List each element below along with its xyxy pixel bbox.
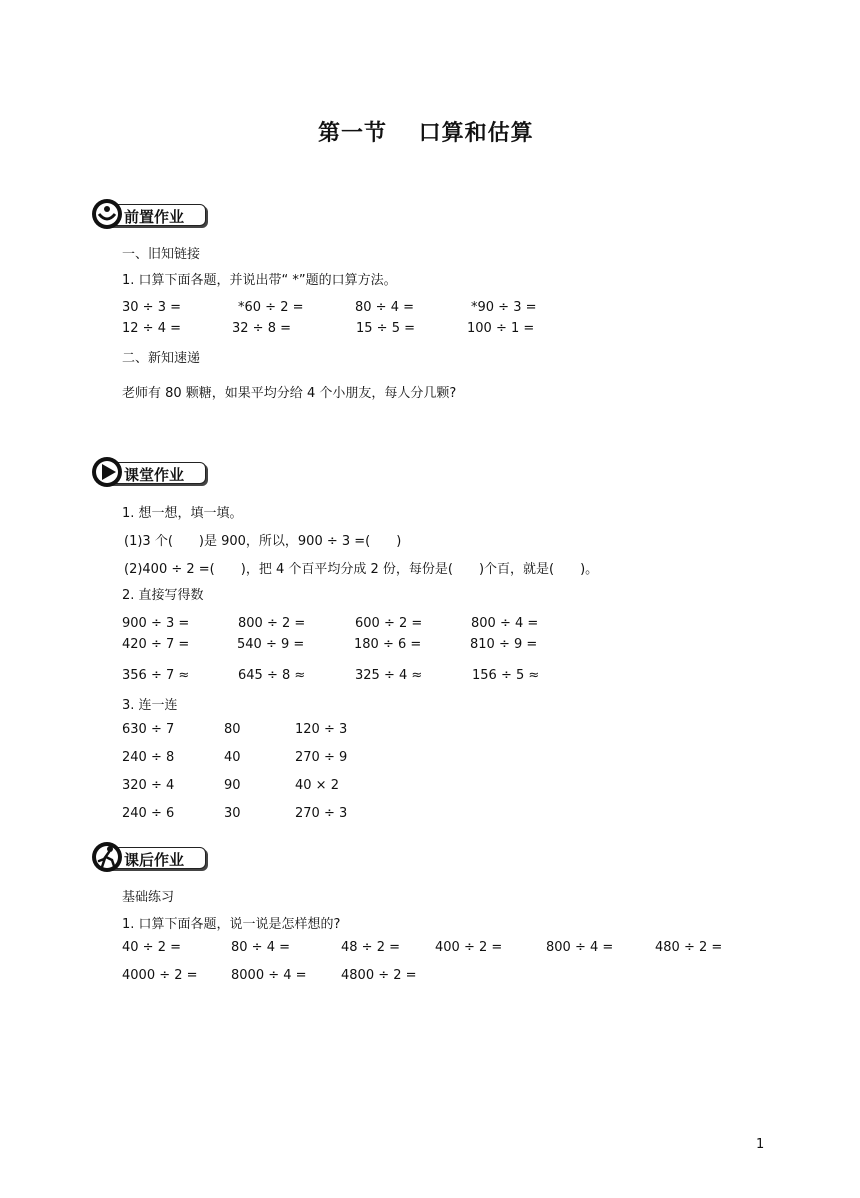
- heading-basic: 基础练习: [122, 890, 175, 905]
- runner-badge-icon: [90, 840, 124, 874]
- match-right: 270 ÷ 3: [295, 806, 348, 821]
- calc-item: 800 ÷ 2 =: [238, 616, 306, 631]
- calc-item: 32 ÷ 8 =: [232, 321, 291, 336]
- page-number: 1: [756, 1137, 765, 1152]
- calc-item: 12 ÷ 4 =: [122, 321, 181, 336]
- calc-item: *60 ÷ 2 =: [238, 300, 304, 315]
- section-label: 课后作业: [124, 851, 185, 869]
- calc-item: 800 ÷ 4 =: [471, 616, 539, 631]
- calc-item: 480 ÷ 2 =: [655, 940, 723, 955]
- calc-item: 600 ÷ 2 =: [355, 616, 423, 631]
- match-middle: 30: [224, 806, 241, 821]
- match-middle: 80: [224, 722, 241, 737]
- calc-item: 40 ÷ 2 =: [122, 940, 181, 955]
- calc-item: 420 ÷ 7 =: [122, 637, 190, 652]
- match-right: 120 ÷ 3: [295, 722, 348, 737]
- section-banner-pre: [90, 197, 220, 231]
- calc-item: 8000 ÷ 4 =: [231, 968, 307, 983]
- section-banner-after: [90, 840, 220, 874]
- calc-item: 80 ÷ 4 =: [355, 300, 414, 315]
- question-1: 1. 口算下面各题，并说出带“ *”题的口算方法。: [122, 273, 397, 288]
- word-problem: 老师有 80 颗糖，如果平均分给 4 个小朋友，每人分几颗?: [122, 386, 457, 401]
- calc-item: 48 ÷ 2 =: [341, 940, 400, 955]
- question-2: 2. 直接写得数: [122, 588, 204, 603]
- calc-item: *90 ÷ 3 =: [471, 300, 537, 315]
- section-banner-class: [90, 455, 220, 489]
- heading-review: 一、旧知链接: [122, 247, 201, 262]
- smile-badge-icon: [90, 197, 124, 231]
- estimate-item: 325 ÷ 4 ≈: [355, 668, 423, 683]
- play-badge-icon: [90, 455, 124, 489]
- calc-item: 810 ÷ 9 =: [470, 637, 538, 652]
- match-middle: 90: [224, 778, 241, 793]
- calc-item: 180 ÷ 6 =: [354, 637, 422, 652]
- calc-item: 15 ÷ 5 =: [356, 321, 415, 336]
- question-1: 1. 口算下面各题，说一说是怎样想的?: [122, 917, 341, 932]
- calc-item: 800 ÷ 4 =: [546, 940, 614, 955]
- match-left: 630 ÷ 7: [122, 722, 175, 737]
- calc-item: 80 ÷ 4 =: [231, 940, 290, 955]
- question-1a: (1)3 个( )是 900，所以，900 ÷ 3 =( ): [124, 534, 402, 549]
- match-right: 40 × 2: [295, 778, 339, 793]
- question-1: 1. 想一想，填一填。: [122, 506, 243, 521]
- page-title: 第一节 口算和估算: [318, 121, 534, 146]
- calc-item: 540 ÷ 9 =: [237, 637, 305, 652]
- match-right: 270 ÷ 9: [295, 750, 348, 765]
- match-left: 240 ÷ 6: [122, 806, 175, 821]
- match-left: 320 ÷ 4: [122, 778, 175, 793]
- calc-item: 900 ÷ 3 =: [122, 616, 190, 631]
- section-label: 前置作业: [124, 208, 185, 226]
- match-left: 240 ÷ 8: [122, 750, 175, 765]
- match-middle: 40: [224, 750, 241, 765]
- calc-item: 4800 ÷ 2 =: [341, 968, 417, 983]
- calc-item: 400 ÷ 2 =: [435, 940, 503, 955]
- heading-new: 二、新知速递: [122, 351, 201, 366]
- estimate-item: 356 ÷ 7 ≈: [122, 668, 190, 683]
- calc-item: 100 ÷ 1 =: [467, 321, 535, 336]
- question-3: 3. 连一连: [122, 698, 178, 713]
- estimate-item: 156 ÷ 5 ≈: [472, 668, 540, 683]
- question-1b: (2)400 ÷ 2 =( )，把 4 个百平均分成 2 份，每份是( )个百，就是( )。: [124, 562, 599, 577]
- calc-item: 30 ÷ 3 =: [122, 300, 181, 315]
- section-label: 课堂作业: [124, 466, 185, 484]
- calc-item: 4000 ÷ 2 =: [122, 968, 198, 983]
- estimate-item: 645 ÷ 8 ≈: [238, 668, 306, 683]
